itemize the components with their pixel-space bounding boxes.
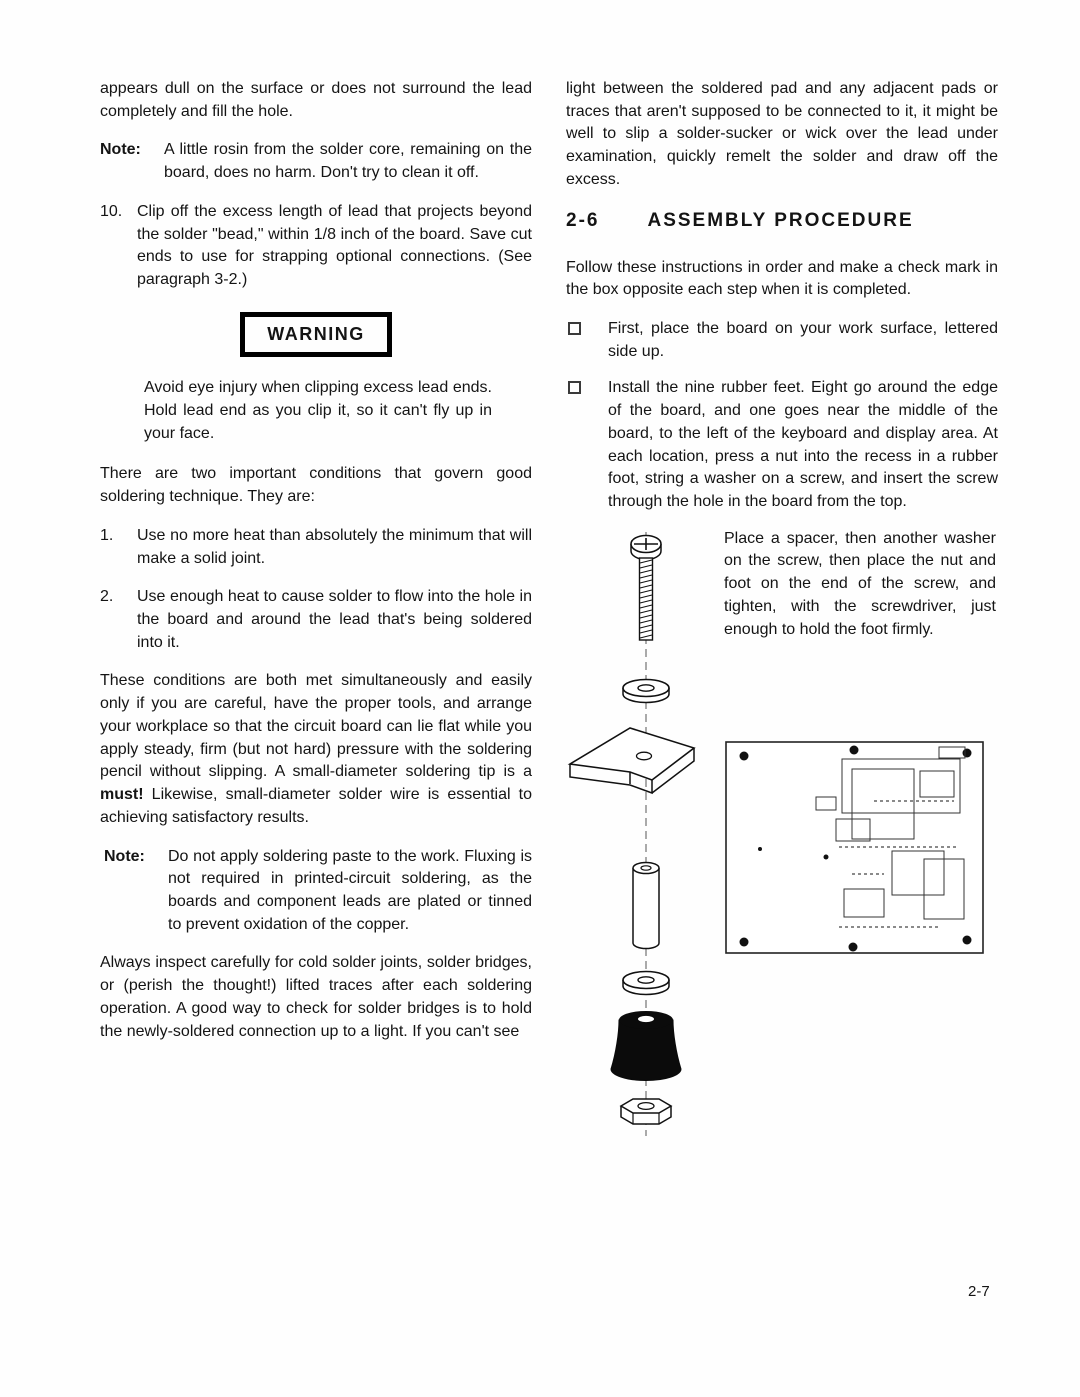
condition-number: 1.	[100, 526, 114, 544]
note-block-1	[100, 139, 532, 184]
warning-title: WARNING	[267, 323, 365, 344]
technique-bold-word: must!	[100, 786, 144, 804]
left-column	[100, 78, 532, 1147]
condition-text: Use enough heat to cause solder to flow into the hole in the board and around the lead that's being soldered into it.	[137, 588, 532, 651]
washer-bottom-icon	[623, 971, 669, 994]
note-label: Note:	[100, 141, 141, 159]
section-number: 2-6	[566, 209, 600, 231]
step-checkbox[interactable]	[568, 322, 581, 335]
section-title: ASSEMBLY PROCEDURE	[647, 209, 914, 231]
diagram-side-content	[724, 528, 998, 1148]
warning-box	[240, 312, 392, 358]
continuation-paragraph: light between the soldered pad and any adjacent pads or traces that aren't supposed to be connected to it, it might be well to slip a solder-sucker or wick over the lead under examination, quickly remelt the solder and draw off the excess.	[566, 80, 998, 188]
board-plate-icon	[570, 728, 694, 793]
note-text: Do not apply soldering paste to the work. Fluxing is not required in printed-circuit soldering, as the boards and component leads are plated or tinned to prevent oxidation of the copper.	[168, 847, 532, 933]
condition-number: 2.	[100, 588, 114, 606]
step-text: First, place the board on your work surface, lettered side up.	[608, 320, 998, 360]
nut-icon	[621, 1099, 671, 1124]
section-heading	[566, 208, 998, 235]
two-column-layout	[100, 78, 998, 1147]
board-dot	[758, 847, 762, 851]
inspect-paragraph: Always inspect carefully for cold solder joints, solder bridges, or (perish the thought!) lifted traces after each soldering operation. A good way to check for solder bridges is to hold the newly-soldered connection up to a light. If you can't see	[100, 954, 532, 1040]
rubber-foot-icon	[611, 1011, 681, 1081]
assembly-diagram-area	[566, 528, 998, 1148]
step-checkbox[interactable]	[568, 381, 581, 394]
section-intro: Follow these instructions in order and make a check mark in the box opposite each step when it is completed.	[566, 258, 998, 299]
circuit-board-image	[724, 739, 998, 965]
right-column	[566, 78, 998, 1147]
machine-screw-icon	[631, 535, 661, 640]
assembly-step-2	[566, 377, 998, 513]
assembly-step-1	[566, 318, 998, 363]
conditions-intro: There are two important conditions that govern good soldering technique. They are:	[100, 465, 532, 506]
page-number: 2-7	[968, 1283, 990, 1300]
step-text: Clip off the excess length of lead that projects beyond the solder "bead," within 1/8 inch of the board. Save cut ends to use for strapping optional connections. (See paragraph 3-2.)	[137, 202, 532, 289]
technique-text-1: These conditions are both met simultaneously and easily only if you are careful, have the proper tools, and arrange your workplace so that the circuit board can lie flat while you apply steady, firm (but not hard) pressure with the soldering pencil without slipping. A small-diameter soldering tip is a	[100, 672, 532, 781]
step-10	[100, 201, 532, 292]
note-block-2	[104, 846, 532, 937]
washer-top-icon	[623, 679, 669, 702]
condition-2	[100, 586, 532, 654]
note-label: Note:	[104, 847, 145, 865]
spacer-icon	[633, 862, 659, 948]
warning-text: Avoid eye injury when clipping excess lead ends. Hold lead end as you clip it, so it can't fly up in your face.	[144, 379, 492, 442]
circuit-board-svg	[724, 739, 986, 957]
intro-paragraph: appears dull on the surface or does not surround the lead completely and fill the hole.	[100, 80, 532, 120]
exploded-assembly-diagram	[566, 528, 724, 1148]
technique-paragraph	[100, 670, 532, 829]
condition-text: Use no more heat than absolutely the minimum that will make a solid joint.	[137, 526, 532, 567]
step-text: Install the nine rubber feet. Eight go around the edge of the board, and one goes near the middle of the board, to the left of the keyboard and display area. At each location, press a nut into the recess in a rubber foot, string a washer on a screw, and insert the screw through the hole in the board from the top.	[608, 379, 998, 511]
note-text: A little rosin from the solder core, remaining on the board, does no harm. Don't try to clean it off.	[164, 141, 532, 182]
exploded-view-svg	[566, 528, 724, 1140]
board-dot	[824, 855, 829, 860]
step-text-continued: Place a spacer, then another washer on the screw, then place the nut and foot on the end of the screw, and tighten, with the screwdriver, just enough to hold the foot firmly.	[724, 529, 996, 638]
condition-1	[100, 525, 532, 570]
step-number: 10.	[100, 202, 123, 220]
technique-text-2: Likewise, small-diameter solder wire is essential to achieving satisfactory results.	[100, 786, 532, 826]
